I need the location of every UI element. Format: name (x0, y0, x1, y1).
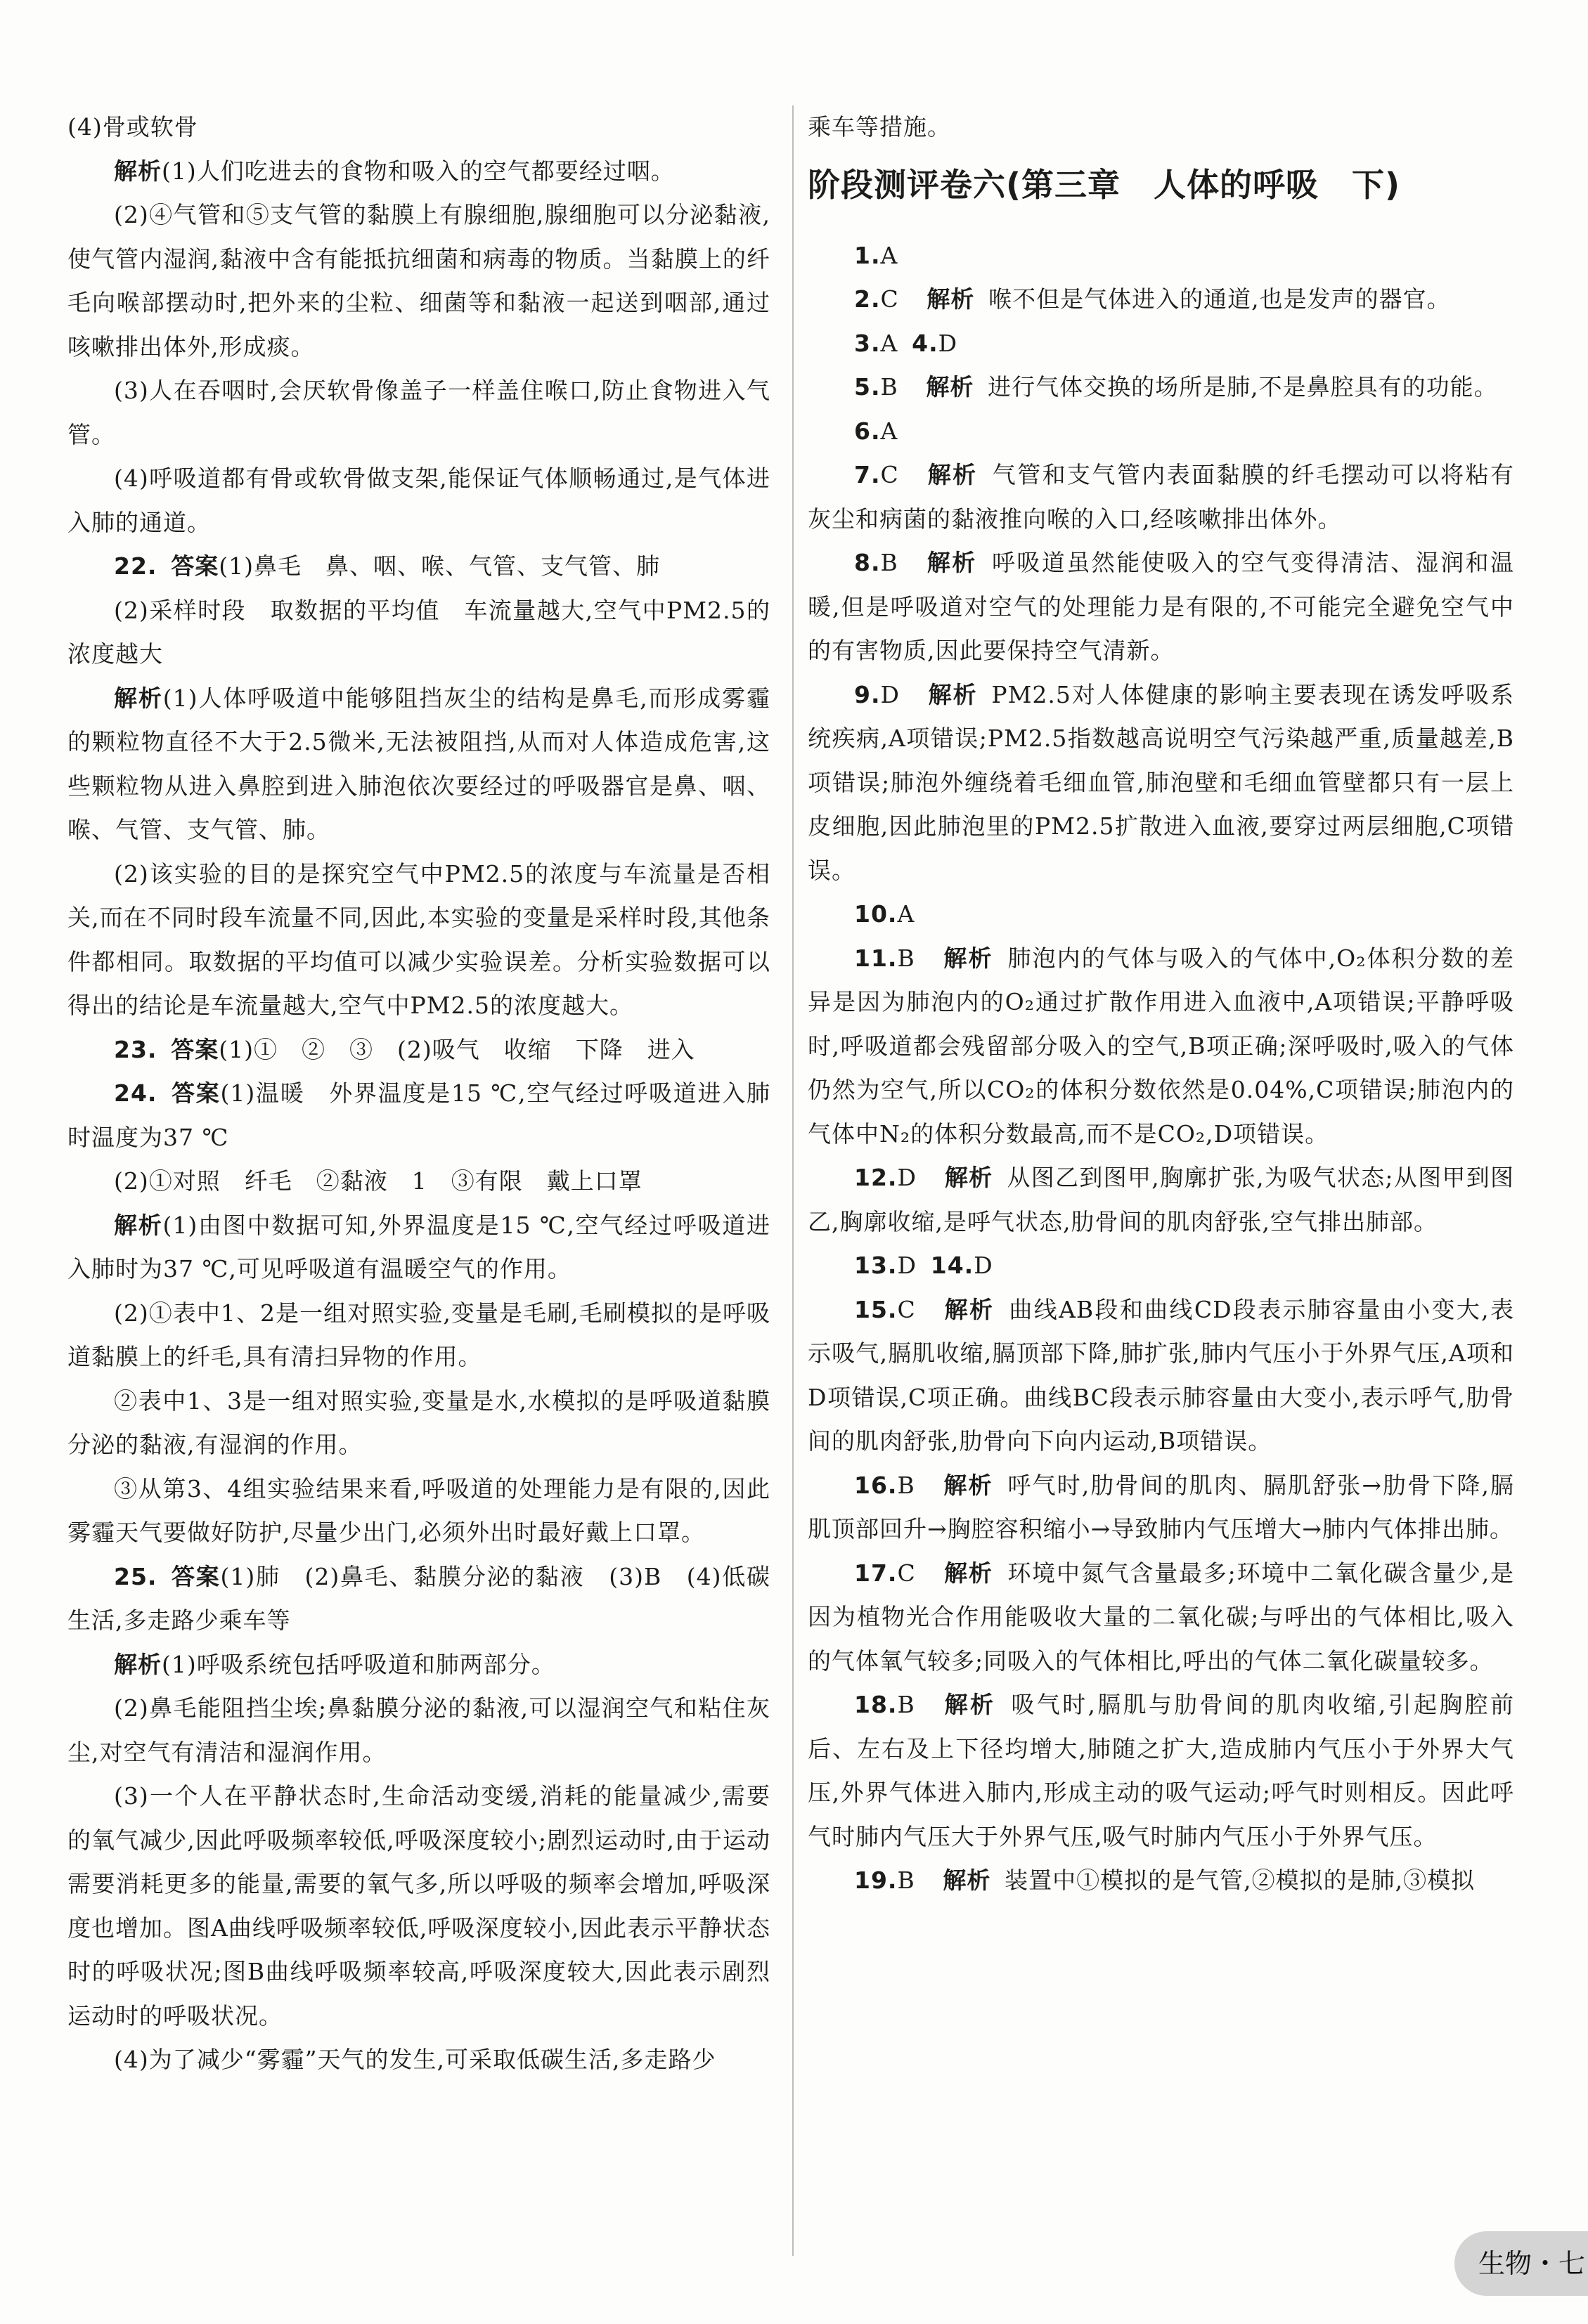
question-number: 25. (114, 1562, 157, 1590)
answer-text: (1)温暖 外界温度是15 ℃,空气经过呼吸道进入肺时温度为37 ℃ (67, 1079, 770, 1151)
question-number: 6. (854, 417, 881, 445)
analysis-text: PM2.5对人体健康的影响主要表现在诱发呼吸系统疾病,A项错误;PM2.5指数越高说明空气污染越严重,质量越差,B项错误;肺泡外缠绕着毛细血管,肺泡壁和毛细血管壁都只有一层上皮细胞,因此肺泡里的PM2.5扩散进入血液,要穿过两层细胞,C项错误。 (808, 680, 1514, 884)
text-block (808, 1464, 1514, 1552)
analysis-label: 解析 (944, 1164, 993, 1191)
block-text: (2)①表中1、2是一组对照实验,变量是毛刷,毛刷模拟的是呼吸道黏膜上的纤毛,具有清扫异物的作用。 (67, 1299, 770, 1370)
question-number: 10. (854, 900, 898, 928)
text-block (67, 1292, 770, 1380)
right-column (808, 105, 1514, 2256)
text-block (67, 1467, 770, 1555)
text-block (808, 234, 1514, 278)
question-number: 2. (854, 285, 881, 313)
text-block (67, 1380, 770, 1467)
answer-label: 答案 (171, 552, 219, 580)
block-text: (2)①对照 纤毛 ②黏液 1 ③有限 戴上口罩 (114, 1167, 643, 1195)
analysis-label: 解析 (927, 285, 975, 313)
block-text: ③从第3、4组实验结果来看,呼吸道的处理能力是有限的,因此雾霾天气要做好防护,尽量少出门,必须外出时最好戴上口罩。 (67, 1474, 770, 1546)
analysis-label: 解析 (943, 1867, 991, 1894)
question-number: 13. (854, 1252, 898, 1279)
text-block (67, 1774, 770, 2038)
analysis-text: (1)由图中数据可知,外界温度是15 ℃,空气经过呼吸道进入肺时为37 ℃,可见呼吸道有温暖空气的作用。 (67, 1211, 770, 1283)
text-block (67, 369, 770, 457)
answer-choice: D (880, 680, 900, 708)
answer-choice: B (880, 549, 898, 576)
answer-choice: B (897, 944, 915, 972)
analysis-label: 解析 (943, 1295, 995, 1323)
text-block (808, 937, 1514, 1157)
answer-choice: C (897, 1295, 916, 1323)
analysis-label: 解析 (926, 373, 974, 401)
question-number: 3. (854, 329, 881, 357)
answer-text: (1)肺 (2)鼻毛、黏膜分泌的黏液 (3)B (4)低碳生活,多走路少乘车等 (67, 1562, 770, 1634)
analysis-label: 解析 (943, 1559, 993, 1587)
text-block (808, 453, 1514, 541)
text-block (67, 1687, 770, 1774)
block-text: (4)骨或软骨 (67, 113, 198, 141)
analysis-text: 肺泡内的气体与吸入的气体中,O₂体积分数的差异是因为肺泡内的O₂通过扩散作用进入血液中,A项错误;平静呼吸时,呼吸道都会残留部分吸入的空气,B项正确;深呼吸时,吸入的气体仍然为空气,所以CO₂的体积分数依然是0.04%,C项错误;肺泡内的气体中N₂的体积分数最高,而不是CO₂,D项错误。 (808, 944, 1514, 1148)
answer-choice: B (897, 1867, 915, 1894)
block-text: (2)该实验的目的是探究空气中PM2.5的浓度与车流量是否相关,而在不同时段车流量不同,因此,本实验的变量是采样时段,其他条件都相同。取数据的平均值可以减少实验误差。分析实验数据可以得出的结论是车流量越大,空气中PM2.5的浓度越大。 (67, 859, 770, 1019)
analysis-text: 喉不但是气体进入的通道,也是发声的器官。 (988, 285, 1451, 313)
text-block (67, 1555, 770, 1643)
question-number: 14. (930, 1252, 974, 1279)
question-number: 16. (854, 1471, 898, 1499)
question-number: 19. (854, 1867, 898, 1894)
question-number: 11. (854, 944, 898, 972)
answer-label: 答案 (171, 1562, 221, 1590)
analysis-text: 从图乙到图甲,胸廓扩张,为吸气状态;从图甲到图乙,胸廓收缩,是呼气状态,肋骨间的肌肉舒张,空气排出肺部。 (808, 1164, 1514, 1235)
text-block (67, 1204, 770, 1292)
block-text: (4)为了减少“雾霾”天气的发生,可采取低碳生活,多走路少 (114, 2046, 716, 2073)
analysis-label: 解析 (943, 1691, 996, 1718)
text-block (808, 1859, 1514, 1903)
text-block (67, 1028, 770, 1072)
answer-label: 答案 (171, 1035, 219, 1063)
text-block (808, 1156, 1514, 1244)
answer-choice: D (938, 329, 958, 357)
block-text: (3)一个人在平静状态时,生命活动变缓,消耗的能量减少,需要的氧气减少,因此呼吸频率较低,呼吸深度较小;剧烈运动时,由于运动需要消耗更多的能量,需要的氧气多,所以呼吸的频率会增加,呼吸深度也增加。图A曲线呼吸频率较低,呼吸深度较小,因此表示平静状态时的呼吸状况;图B曲线呼吸频率较高,呼吸深度较大,因此表示剧烈运动时的呼吸状况。 (67, 1782, 770, 2030)
answer-choice: C (880, 461, 899, 488)
analysis-label: 解析 (927, 680, 978, 708)
column-divider (792, 105, 794, 2256)
text-block (808, 1552, 1514, 1684)
question-number: 7. (854, 461, 881, 488)
analysis-text: 曲线AB段和曲线CD段表示肺容量由小变大,表示吸气,膈肌收缩,膈顶部下降,肺扩张,肺内气压小于外界气压,A项和D项错误,C项正确。曲线BC段表示肺容量由大变小,表示呼气,肋骨间的肌肉舒张,肋骨向下向内运动,B项错误。 (808, 1295, 1514, 1455)
text-block (67, 1643, 770, 1687)
block-text: 乘车等措施。 (808, 113, 951, 141)
block-text: (2)鼻毛能阻挡尘埃;鼻黏膜分泌的黏液,可以湿润空气和粘住灰尘,对空气有清洁和湿润作用。 (67, 1694, 770, 1766)
question-number: 17. (854, 1559, 898, 1587)
analysis-text: (1)呼吸系统包括呼吸道和肺两部分。 (162, 1650, 555, 1678)
answer-choice: D (897, 1164, 917, 1191)
text-block (808, 1244, 1514, 1288)
analysis-text: (1)人们吃进去的食物和吸入的空气都要经过咽。 (162, 157, 675, 185)
analysis-text: 装置中①模拟的是气管,②模拟的是肺,③模拟 (1005, 1867, 1476, 1894)
question-number: 4. (912, 329, 938, 357)
text-block (67, 2038, 770, 2082)
question-number: 23. (114, 1035, 157, 1063)
text-block (67, 150, 770, 194)
analysis-text: 气管和支气管内表面黏膜的纤毛摆动可以将粘有灰尘和病菌的黏液推向喉的入口,经咳嗽排出体外。 (808, 461, 1514, 533)
analysis-text: 进行气体交换的场所是肺,不是鼻腔具有的功能。 (988, 373, 1498, 401)
analysis-label: 解析 (943, 944, 993, 972)
answer-choice: C (880, 285, 899, 313)
text-block (808, 365, 1514, 410)
question-number: 8. (854, 549, 881, 576)
analysis-label: 解析 (927, 461, 978, 488)
subject-badge: 生物・七 (1454, 2231, 1588, 2296)
text-block (67, 852, 770, 1028)
text-block (67, 457, 770, 545)
text-block (808, 892, 1514, 937)
text-block (808, 322, 1514, 366)
block-text: (4)呼吸道都有骨或软骨做支架,能保证气体顺畅通过,是气体进入肺的通道。 (67, 465, 770, 536)
answer-choice: A (880, 417, 898, 445)
text-block (67, 677, 770, 852)
answer-choice: B (897, 1691, 915, 1718)
answer-choice: B (897, 1471, 915, 1499)
answer-choice: A (880, 329, 898, 357)
answer-choice: D (897, 1252, 917, 1279)
question-number: 24. (114, 1079, 157, 1107)
analysis-label: 解析 (114, 684, 163, 712)
analysis-label: 解析 (114, 1650, 162, 1678)
text-block (67, 1160, 770, 1204)
question-number: 22. (114, 552, 157, 580)
analysis-label: 解析 (943, 1471, 993, 1499)
answer-label: 答案 (171, 1079, 221, 1107)
answer-choice: A (880, 241, 898, 269)
analysis-text: 呼气时,肋骨间的肌肉、膈肌舒张→肋骨下降,膈肌顶部回升→胸腔容积缩小→导致肺内气压增大→肺内气体排出肺。 (808, 1471, 1514, 1543)
text-block (67, 105, 770, 150)
analysis-label: 解析 (114, 157, 162, 185)
analysis-label: 解析 (926, 549, 977, 576)
text-block (808, 673, 1514, 893)
answer-choice: A (897, 900, 915, 928)
question-number: 15. (854, 1295, 898, 1323)
block-text: (3)人在吞咽时,会厌软骨像盖子一样盖住喉口,防止食物进入气管。 (67, 377, 770, 448)
analysis-label: 解析 (114, 1211, 163, 1239)
question-number: 12. (854, 1164, 898, 1191)
answer-choice: D (974, 1252, 993, 1279)
text-block (808, 278, 1514, 322)
answer-choice: C (897, 1559, 916, 1587)
block-text: (2)采样时段 取数据的平均值 车流量越大,空气中PM2.5的浓度越大 (67, 596, 770, 668)
answer-text: (1)鼻毛 鼻、咽、喉、气管、支气管、肺 (219, 552, 661, 580)
text-block (808, 410, 1514, 454)
question-number: 1. (854, 241, 881, 269)
text-block (67, 193, 770, 369)
text-block (67, 589, 770, 677)
block-text: (2)④气管和⑤支气管的黏膜上有腺细胞,腺细胞可以分泌黏液,使气管内湿润,黏液中含有能抵抗细菌和病毒的物质。当黏膜上的纤毛向喉部摆动时,把外来的尘粒、细菌等和黏液一起送到咽部,通过咳嗽排出体外,形成痰。 (67, 201, 770, 361)
text-block (67, 545, 770, 589)
answer-text: (1)① ② ③ (2)吸气 收缩 下降 进入 (219, 1035, 695, 1063)
block-text: ②表中1、3是一组对照实验,变量是水,水模拟的是呼吸道黏膜分泌的黏液,有湿润的作用。 (67, 1387, 770, 1458)
text-block (808, 541, 1514, 673)
question-number: 9. (854, 680, 881, 708)
text-block (808, 1683, 1514, 1859)
analysis-text: 呼吸道虽然能使吸入的空气变得清洁、湿润和温暖,但是呼吸道对空气的处理能力是有限的,不可能完全避免空气中的有害物质,因此要保持空气清新。 (808, 549, 1514, 664)
question-number: 18. (854, 1691, 898, 1718)
text-block (67, 1072, 770, 1160)
answer-choice: B (880, 373, 898, 401)
left-column (67, 105, 770, 2256)
analysis-text: 环境中氮气含量最多;环境中二氧化碳含量少,是因为植物光合作用能吸收大量的二氧化碳;与呼出的气体相比,吸入的气体氧气较多;同吸入的气体相比,呼出的气体二氧化碳量较多。 (808, 1559, 1514, 1675)
analysis-text: (1)人体呼吸道中能够阻挡灰尘的结构是鼻毛,而形成雾霾的颗粒物直径不大于2.5微米,无法被阻挡,从而对人体造成危害,这些颗粒物从进入鼻腔到进入肺泡依次要经过的呼吸器官是鼻、咽、喉、气管、支气管、肺。 (67, 684, 770, 843)
analysis-text: 吸气时,膈肌与肋骨间的肌肉收缩,引起胸腔前后、左右及上下径均增大,肺随之扩大,造成肺内气压小于外界大气压,外界气体进入肺内,形成主动的吸气运动;呼气时则相反。因此呼气时肺内气压大于外界气压,吸气时肺内气压小于外界气压。 (808, 1691, 1514, 1850)
section-title: 阶段测评卷六(第三章 人体的呼吸 下) (808, 165, 1401, 204)
text-block (808, 1288, 1514, 1464)
question-number: 5. (854, 373, 881, 401)
